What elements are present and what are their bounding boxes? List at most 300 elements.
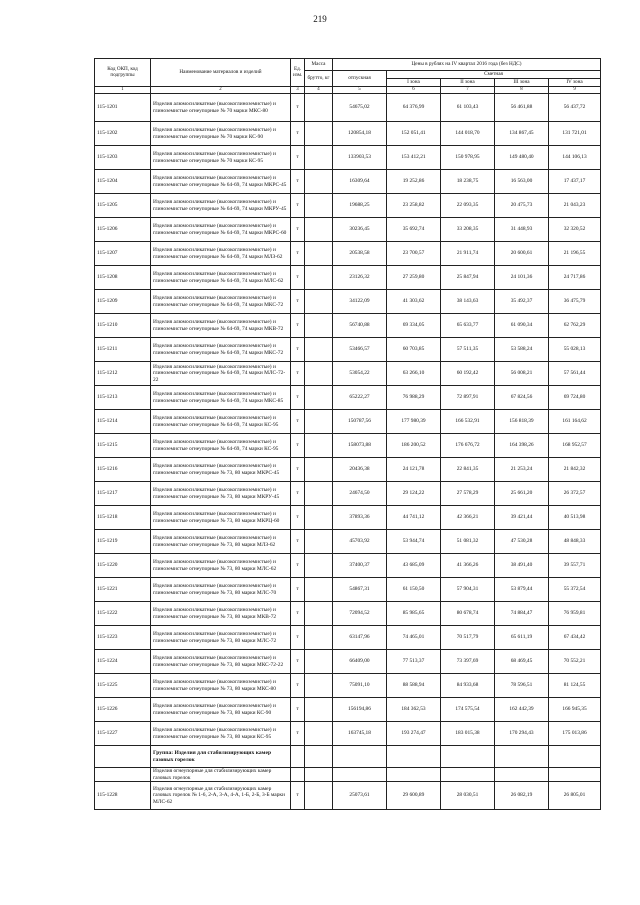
row-price: 66409,00: [333, 650, 387, 674]
row-zone-2: 57 511,35: [441, 338, 495, 362]
row-mass: [305, 362, 333, 386]
row-zone-3: 134 867,45: [495, 122, 549, 146]
row-name: Изделия алюмосиликатные (высокоглиноземистые) и глиноземистые огнеупорные № 64-69, 74 марки МКС-72: [151, 338, 291, 362]
row-zone-4: 70 552,21: [549, 650, 601, 674]
row-zone-2: 28 030,51: [441, 782, 495, 810]
row-name: Изделия алюмосиликатные (высокоглиноземистые) и глиноземистые огнеупорные № 70 марки КС-90: [151, 122, 291, 146]
row-price: 65222,27: [333, 386, 387, 410]
row-zone-2: 21 911,74: [441, 242, 495, 266]
table-row: [95, 386, 601, 410]
row-mass: [305, 94, 333, 122]
row-zone-3: 78 596,51: [495, 674, 549, 698]
row-zone-4: 69 724,80: [549, 386, 601, 410]
row-zone-4: 57 561,44: [549, 362, 601, 386]
row-unit: т: [291, 554, 305, 578]
row-unit: т: [291, 146, 305, 170]
row-mass: [305, 722, 333, 746]
header-name: Наименование материалов и изделий: [151, 59, 291, 87]
table-row: [95, 602, 601, 626]
row-zone-2: 174 575,54: [441, 698, 495, 722]
row-zone-3: 170 294,43: [495, 722, 549, 746]
row-unit: т: [291, 602, 305, 626]
row-name: Изделия алюмосиликатные (высокоглиноземистые) и глиноземистые огнеупорные № 73, 80 марки МКС-72-22: [151, 650, 291, 674]
row-mass: [305, 482, 333, 506]
row-zone-3: 16 563,00: [495, 170, 549, 194]
row-zone-3: 68 469,45: [495, 650, 549, 674]
row-mass: [305, 266, 333, 290]
row-name: Изделия алюмосиликатные (высокоглиноземистые) и глиноземистые огнеупорные № 64-69, 74 марки МЛЗ-62: [151, 242, 291, 266]
row-mass: [305, 218, 333, 242]
row-name: Изделия алюмосиликатные (высокоглиноземистые) и глиноземистые огнеупорные № 73, 80 марки КС-90: [151, 698, 291, 722]
row-name: Изделия алюмосиликатные (высокоглиноземистые) и глиноземистые огнеупорные № 64-69, 74 марки МЛС-62: [151, 266, 291, 290]
row-zone-1: 76 988,29: [387, 386, 441, 410]
row-zone-4: 56 437,72: [549, 94, 601, 122]
row-zone-1: 29 600,89: [387, 782, 441, 810]
group-section: [95, 746, 601, 810]
col-index: 9: [549, 87, 601, 94]
row-name: Изделия алюмосиликатные (высокоглиноземистые) и глиноземистые огнеупорные № 73, 80 марки МЛЗ-62: [151, 530, 291, 554]
row-name: Изделия алюмосиликатные (высокоглиноземистые) и глиноземистые огнеупорные № 64-69, 74 марки МКРУ-45: [151, 194, 291, 218]
header-price-title: Цены в рублях на IV квартал 2016 года (без НДС): [333, 59, 601, 71]
row-mass: [305, 782, 333, 810]
row-unit: т: [291, 650, 305, 674]
row-zone-3: 149 480,40: [495, 146, 549, 170]
table-row: [95, 626, 601, 650]
row-name: Изделия алюмосиликатные (высокоглиноземистые) и глиноземистые огнеупорные № 64-69, 74 марки МКС-85: [151, 386, 291, 410]
row-zone-1: 153 412,21: [387, 146, 441, 170]
row-zone-2: 22 093,35: [441, 194, 495, 218]
row-price: 30236,45: [333, 218, 387, 242]
row-price: 25073,61: [333, 782, 387, 810]
table-row: [95, 698, 601, 722]
row-unit: т: [291, 506, 305, 530]
row-zone-2: 38 143,63: [441, 290, 495, 314]
row-name: Изделия алюмосиликатные (высокоглиноземистые) и глиноземистые огнеупорные № 73, 80 марки МЛС-62: [151, 554, 291, 578]
row-price: 54867,31: [333, 578, 387, 602]
row-code: 115-1223: [95, 626, 151, 650]
row-code: 115-1212: [95, 362, 151, 386]
row-unit: т: [291, 722, 305, 746]
row-zone-4: 21 842,32: [549, 458, 601, 482]
header-unit: Ед. изм.: [291, 59, 305, 87]
row-mass: [305, 314, 333, 338]
row-zone-1: 184 362,53: [387, 698, 441, 722]
row-unit: т: [291, 218, 305, 242]
row-zone-3: 21 253,24: [495, 458, 549, 482]
table-row: [95, 338, 601, 362]
header-mass: Масса: [305, 59, 333, 71]
row-unit: т: [291, 122, 305, 146]
row-price: 163745,18: [333, 722, 387, 746]
group-row: [95, 746, 601, 768]
row-unit: т: [291, 698, 305, 722]
row-mass: [305, 338, 333, 362]
row-mass: [305, 146, 333, 170]
row-unit: т: [291, 194, 305, 218]
row-code: 115-1206: [95, 218, 151, 242]
row-mass: [305, 458, 333, 482]
row-zone-1: 61 150,50: [387, 578, 441, 602]
table-row: [95, 530, 601, 554]
row-name: Изделия алюмосиликатные (высокоглиноземистые) и глиноземистые огнеупорные № 73, 80 марки МКС-80: [151, 674, 291, 698]
row-unit: т: [291, 578, 305, 602]
table-row: [95, 458, 601, 482]
row-zone-4: 26 805,01: [549, 782, 601, 810]
col-index: 3: [291, 87, 305, 94]
row-mass: [305, 290, 333, 314]
row-zone-2: 80 678,74: [441, 602, 495, 626]
table-row: [95, 362, 601, 386]
row-zone-1: 41 303,62: [387, 290, 441, 314]
row-zone-3: 24 101,36: [495, 266, 549, 290]
row-name: Изделия алюмосиликатные (высокоглиноземистые) и глиноземистые огнеупорные № 73, 80 марки МКВ-72: [151, 602, 291, 626]
row-zone-1: 152 051,41: [387, 122, 441, 146]
row-mass: [305, 554, 333, 578]
row-price: 34122,09: [333, 290, 387, 314]
row-zone-4: 76 959,81: [549, 602, 601, 626]
group-title: Группа: Изделия для стабилизирующих камер газовых горелок: [151, 746, 291, 768]
price-table: [94, 58, 601, 810]
row-zone-2: 73 397,69: [441, 650, 495, 674]
row-mass: [305, 650, 333, 674]
row-mass: [305, 602, 333, 626]
row-zone-2: 144 018,70: [441, 122, 495, 146]
row-code: 115-1207: [95, 242, 151, 266]
row-name: Изделия алюмосиликатные (высокоглиноземистые) и глиноземистые огнеупорные № 73, 80 марки МЛС-70: [151, 578, 291, 602]
column-index-row: [95, 87, 601, 94]
row-zone-1: 69 334,05: [387, 314, 441, 338]
row-code: 115-1218: [95, 506, 151, 530]
row-name: Изделия алюмосиликатные (высокоглиноземистые) и глиноземистые огнеупорные № 64-69, 74 марки МКС-72: [151, 290, 291, 314]
table-row: [95, 578, 601, 602]
row-zone-4: 166 945,35: [549, 698, 601, 722]
table-row: [95, 410, 601, 434]
row-zone-2: 61 103,43: [441, 94, 495, 122]
row-zone-1: 23 258,82: [387, 194, 441, 218]
row-name: Изделия алюмосиликатные (высокоглиноземистые) и глиноземистые огнеупорные № 73, 80 марки МЛС-72: [151, 626, 291, 650]
col-index: 1: [95, 87, 151, 94]
row-unit: т: [291, 626, 305, 650]
row-price: 37893,36: [333, 506, 387, 530]
row-mass: [305, 578, 333, 602]
row-code: 115-1222: [95, 602, 151, 626]
table-row: [95, 722, 601, 746]
row-zone-3: 53 588,24: [495, 338, 549, 362]
row-zone-1: 64 376,99: [387, 94, 441, 122]
row-code: 115-1210: [95, 314, 151, 338]
row-code: 115-1225: [95, 674, 151, 698]
row-zone-3: 25 661,20: [495, 482, 549, 506]
row-zone-4: 168 952,57: [549, 434, 601, 458]
row-zone-2: 150 978,95: [441, 146, 495, 170]
row-price: 37400,37: [333, 554, 387, 578]
row-zone-1: 85 985,65: [387, 602, 441, 626]
row-zone-3: 47 530,28: [495, 530, 549, 554]
row-mass: [305, 626, 333, 650]
row-zone-2: 70 517,79: [441, 626, 495, 650]
row-unit: т: [291, 674, 305, 698]
row-zone-4: 39 557,71: [549, 554, 601, 578]
row-zone-3: 67 824,56: [495, 386, 549, 410]
row-zone-3: 20 600,61: [495, 242, 549, 266]
row-zone-3: 61 090,34: [495, 314, 549, 338]
row-price: 53466,57: [333, 338, 387, 362]
row-zone-1: 24 121,78: [387, 458, 441, 482]
header-estimate: отпускная: [333, 71, 387, 87]
row-price: 20538,58: [333, 242, 387, 266]
row-zone-2: 33 208,35: [441, 218, 495, 242]
row-zone-2: 27 578,29: [441, 482, 495, 506]
row-zone-3: 162 442,39: [495, 698, 549, 722]
header-zones: Сметная: [387, 71, 601, 79]
row-mass: [305, 194, 333, 218]
row-unit: т: [291, 266, 305, 290]
row-code: 115-1215: [95, 434, 151, 458]
row-zone-2: 166 532,91: [441, 410, 495, 434]
row-mass: [305, 170, 333, 194]
row-zone-2: 60 192,42: [441, 362, 495, 386]
col-index: 7: [441, 87, 495, 94]
row-zone-3: 56 461,88: [495, 94, 549, 122]
table-row: [95, 650, 601, 674]
col-index: 5: [333, 87, 387, 94]
row-unit: т: [291, 94, 305, 122]
row-zone-4: 175 013,86: [549, 722, 601, 746]
row-unit: т: [291, 386, 305, 410]
row-zone-3: 74 884,47: [495, 602, 549, 626]
row-price: 72094,52: [333, 602, 387, 626]
table-row: [95, 506, 601, 530]
row-mass: [305, 122, 333, 146]
row-name: Изделия алюмосиликатные (высокоглиноземистые) и глиноземистые огнеупорные № 73, 80 марки КС-95: [151, 722, 291, 746]
row-code: 115-1209: [95, 290, 151, 314]
col-index: 4: [305, 87, 333, 94]
header-mass-brutto: брутто, кг: [305, 71, 333, 87]
row-zone-4: 21 043,23: [549, 194, 601, 218]
row-code: 115-1217: [95, 482, 151, 506]
table-row: [95, 314, 601, 338]
row-mass: [305, 242, 333, 266]
row-code: 115-1214: [95, 410, 151, 434]
row-zone-1: 77 513,37: [387, 650, 441, 674]
row-zone-4: 24 717,86: [549, 266, 601, 290]
row-unit: т: [291, 338, 305, 362]
row-zone-2: 41 366,26: [441, 554, 495, 578]
row-zone-4: 67 434,42: [549, 626, 601, 650]
row-zone-1: 43 685,09: [387, 554, 441, 578]
row-zone-4: 55 372,54: [549, 578, 601, 602]
row-zone-3: 31 448,93: [495, 218, 549, 242]
row-unit: т: [291, 362, 305, 386]
row-name: Изделия алюмосиликатные (высокоглиноземистые) и глиноземистые огнеупорные № 73, 80 марки МКРУ-45: [151, 482, 291, 506]
row-zone-2: 25 847,94: [441, 266, 495, 290]
row-zone-2: 22 841,35: [441, 458, 495, 482]
page-number: 219: [313, 14, 327, 24]
row-name: Изделия алюмосиликатные (высокоглиноземистые) и глиноземистые огнеупорные № 64-69, 74 марки МКВ-72: [151, 314, 291, 338]
row-zone-1: 19 252,86: [387, 170, 441, 194]
row-zone-1: 23 700,57: [387, 242, 441, 266]
row-zone-3: 35 492,37: [495, 290, 549, 314]
row-zone-1: 44 741,12: [387, 506, 441, 530]
row-price: 156194,86: [333, 698, 387, 722]
row-price: 120854,18: [333, 122, 387, 146]
row-code: 115-1228: [95, 782, 151, 810]
col-index: 8: [495, 87, 549, 94]
row-zone-2: 18 238,75: [441, 170, 495, 194]
row-unit: т: [291, 482, 305, 506]
row-zone-4: 40 513,98: [549, 506, 601, 530]
row-price: 150787,56: [333, 410, 387, 434]
row-name: Изделия огнеупорные для стабилизирующих камер газовых горелок № 1-6, 2-А, 3-А, 4-А, 1-Б, 2-Б, 3-Б марки МЛС-62: [151, 782, 291, 810]
row-mass: [305, 410, 333, 434]
header-code: Код ОКП, код подгруппы: [95, 59, 151, 87]
row-name: Изделия алюмосиликатные (высокоглиноземистые) и глиноземистые огнеупорные № 64-69, 74 марки МЛС-72-22: [151, 362, 291, 386]
row-price: 24674,50: [333, 482, 387, 506]
table-row: [95, 674, 601, 698]
row-zone-4: 17 437,17: [549, 170, 601, 194]
row-zone-1: 88 588,94: [387, 674, 441, 698]
row-mass: [305, 386, 333, 410]
subgroup-row: [95, 768, 601, 782]
row-code: 115-1224: [95, 650, 151, 674]
row-price: 158073,88: [333, 434, 387, 458]
row-name: Изделия алюмосиликатные (высокоглиноземистые) и глиноземистые огнеупорные № 73, 80 марки МКРЦ-60: [151, 506, 291, 530]
row-zone-3: 156 818,39: [495, 410, 549, 434]
row-code: 115-1204: [95, 170, 151, 194]
header-zone-3: III зона: [495, 79, 549, 87]
row-code: 115-1226: [95, 698, 151, 722]
row-zone-4: 144 106,13: [549, 146, 601, 170]
row-code: 115-1213: [95, 386, 151, 410]
row-zone-4: 26 372,57: [549, 482, 601, 506]
row-unit: т: [291, 170, 305, 194]
row-zone-2: 65 633,77: [441, 314, 495, 338]
row-zone-4: 62 762,29: [549, 314, 601, 338]
row-price: 16309,64: [333, 170, 387, 194]
row-mass: [305, 434, 333, 458]
row-zone-3: 26 082,19: [495, 782, 549, 810]
table-row: [95, 482, 601, 506]
row-unit: т: [291, 242, 305, 266]
table-row: [95, 266, 601, 290]
row-unit: т: [291, 782, 305, 810]
table-body: [95, 94, 601, 746]
row-price: 133903,53: [333, 146, 387, 170]
row-mass: [305, 506, 333, 530]
row-zone-4: 55 028,13: [549, 338, 601, 362]
header-zone-4: IV зона: [549, 79, 601, 87]
row-code: 115-1201: [95, 94, 151, 122]
row-price: 45703,92: [333, 530, 387, 554]
row-zone-3: 65 611,19: [495, 626, 549, 650]
table-row: [95, 242, 601, 266]
row-zone-2: 51 081,32: [441, 530, 495, 554]
row-code: 115-1227: [95, 722, 151, 746]
row-zone-1: 35 692,74: [387, 218, 441, 242]
header-zone-1: I зона: [387, 79, 441, 87]
row-code: 115-1220: [95, 554, 151, 578]
row-code: 115-1202: [95, 122, 151, 146]
table-row: [95, 218, 601, 242]
table-header: [95, 59, 601, 94]
row-unit: т: [291, 410, 305, 434]
row-zone-1: 60 703,85: [387, 338, 441, 362]
row-zone-4: 32 320,52: [549, 218, 601, 242]
row-code: 115-1208: [95, 266, 151, 290]
row-zone-2: 57 904,31: [441, 578, 495, 602]
row-zone-2: 183 015,38: [441, 722, 495, 746]
row-zone-3: 53 879,44: [495, 578, 549, 602]
row-zone-4: 21 196,55: [549, 242, 601, 266]
row-price: 23126,32: [333, 266, 387, 290]
group-subtitle: Изделия огнеупорные для стабилизирующих камер газовых горелок: [151, 768, 291, 782]
row-zone-3: 39 421,44: [495, 506, 549, 530]
row-price: 53054,22: [333, 362, 387, 386]
row-mass: [305, 530, 333, 554]
row-zone-3: 56 008,21: [495, 362, 549, 386]
row-name: Изделия алюмосиликатные (высокоглиноземистые) и глиноземистые огнеупорные № 70 марки МКС-80: [151, 94, 291, 122]
row-name: Изделия алюмосиликатные (высокоглиноземистые) и глиноземистые огнеупорные № 64-69, 74 марки МКРС-60: [151, 218, 291, 242]
row-unit: т: [291, 434, 305, 458]
table-row: [95, 122, 601, 146]
row-unit: т: [291, 458, 305, 482]
row-zone-1: 177 980,39: [387, 410, 441, 434]
row-price: 75091,10: [333, 674, 387, 698]
row-code: 115-1205: [95, 194, 151, 218]
row-name: Изделия алюмосиликатные (высокоглиноземистые) и глиноземистые огнеупорные № 64-69, 74 марки КС-95: [151, 434, 291, 458]
row-zone-2: 176 676,72: [441, 434, 495, 458]
row-zone-2: 42 366,21: [441, 506, 495, 530]
row-price: 19688,25: [333, 194, 387, 218]
row-price: 63147,96: [333, 626, 387, 650]
row-price: 20436,38: [333, 458, 387, 482]
row-name: Изделия алюмосиликатные (высокоглиноземистые) и глиноземистые огнеупорные № 64-69, 74 марки КС-95: [151, 410, 291, 434]
row-mass: [305, 674, 333, 698]
row-zone-4: 36 475,79: [549, 290, 601, 314]
row-zone-1: 27 259,80: [387, 266, 441, 290]
row-zone-1: 29 124,22: [387, 482, 441, 506]
table-row: [95, 170, 601, 194]
col-index: 6: [387, 87, 441, 94]
row-zone-1: 186 200,52: [387, 434, 441, 458]
row-zone-4: 161 164,62: [549, 410, 601, 434]
row-price: 54675,02: [333, 94, 387, 122]
table-row: [95, 290, 601, 314]
row-code: 115-1221: [95, 578, 151, 602]
row-zone-4: 131 721,01: [549, 122, 601, 146]
row-zone-1: 63 266,10: [387, 362, 441, 386]
row-code: 115-1203: [95, 146, 151, 170]
row-zone-1: 74 465,01: [387, 626, 441, 650]
row-price: 56740,88: [333, 314, 387, 338]
row-unit: т: [291, 530, 305, 554]
table-row: [95, 146, 601, 170]
table-row: [95, 782, 601, 810]
row-zone-3: 20 475,73: [495, 194, 549, 218]
table-row: [95, 194, 601, 218]
row-name: Изделия алюмосиликатные (высокоглиноземистые) и глиноземистые огнеупорные № 64-69, 74 марки МКРС-45: [151, 170, 291, 194]
header-zone-2: II зона: [441, 79, 495, 87]
row-zone-3: 38 491,40: [495, 554, 549, 578]
row-zone-1: 193 274,47: [387, 722, 441, 746]
row-unit: т: [291, 290, 305, 314]
table-row: [95, 434, 601, 458]
row-zone-4: 81 124,55: [549, 674, 601, 698]
row-zone-3: 164 398,26: [495, 434, 549, 458]
row-code: 115-1219: [95, 530, 151, 554]
row-name: Изделия алюмосиликатные (высокоглиноземистые) и глиноземистые огнеупорные № 73, 80 марки МКРС-45: [151, 458, 291, 482]
row-unit: т: [291, 314, 305, 338]
